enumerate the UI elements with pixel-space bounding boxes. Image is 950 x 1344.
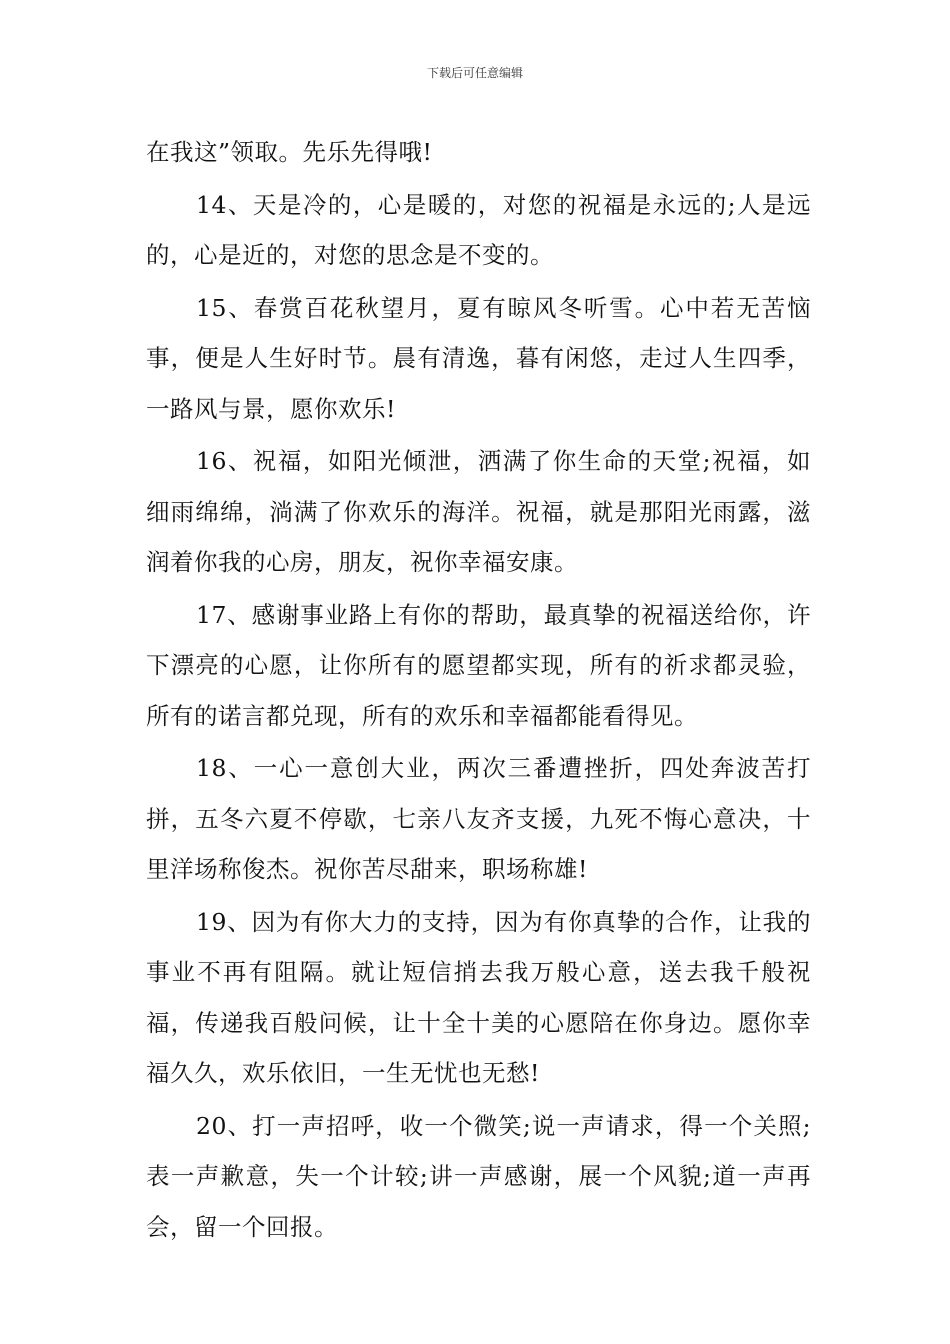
- paragraph-19: 19、因为有你大力的支持，因为有你真挚的合作，让我的事业不再有阻隔。就让短信捎去我万般心意，送去我千般祝福，传递我百般问候，让十全十美的心愿陪在你身边。愿你幸福久久，欢乐依旧，一生无忧也无愁!: [146, 907, 811, 1087]
- paragraph-15: 15、春赏百花秋望月，夏有晾风冬听雪。心中若无苦恼事，便是人生好时节。晨有清逸，暮有闲悠，走过人生四季，一路风与景，愿你欢乐!: [146, 293, 811, 423]
- paragraph-18: 18、一心一意创大业，两次三番遭挫折，四处奔波苦打拼，五冬六夏不停歇，七亲八友齐支援，九死不悔心意决，十里洋场称俊杰。祝你苦尽甜来，职场称雄!: [146, 754, 811, 883]
- paragraph-17: 17、感谢事业路上有你的帮助，最真挚的祝福送给你，许下漂亮的心愿，让你所有的愿望都实现，所有的祈求都灵验，所有的诺言都兑现，所有的欢乐和幸福都能看得见。: [146, 600, 811, 730]
- paragraph-20: 20、打一声招呼，收一个微笑;说一声请求，得一个关照;表一声歉意，失一个计较;讲一声感谢，展一个风貌;道一声再会，留一个回报。: [146, 1111, 811, 1241]
- page-header-note: 下载后可任意编辑: [426, 66, 523, 80]
- document-body: [146, 127, 811, 1254]
- paragraph-16: 16、祝福，如阳光倾泄，洒满了你生命的天堂;祝福，如细雨绵绵，淌满了你欢乐的海洋。祝福，就是那阳光雨露，滋润着你我的心房，朋友，祝你幸福安康。: [146, 447, 811, 576]
- paragraph-14: 14、天是冷的，心是暖的，对您的祝福是永远的;人是远的，心是近的，对您的思念是不变的。: [146, 190, 811, 269]
- paragraph-continuation: 在我这”领取。先乐先得哦!: [146, 138, 433, 166]
